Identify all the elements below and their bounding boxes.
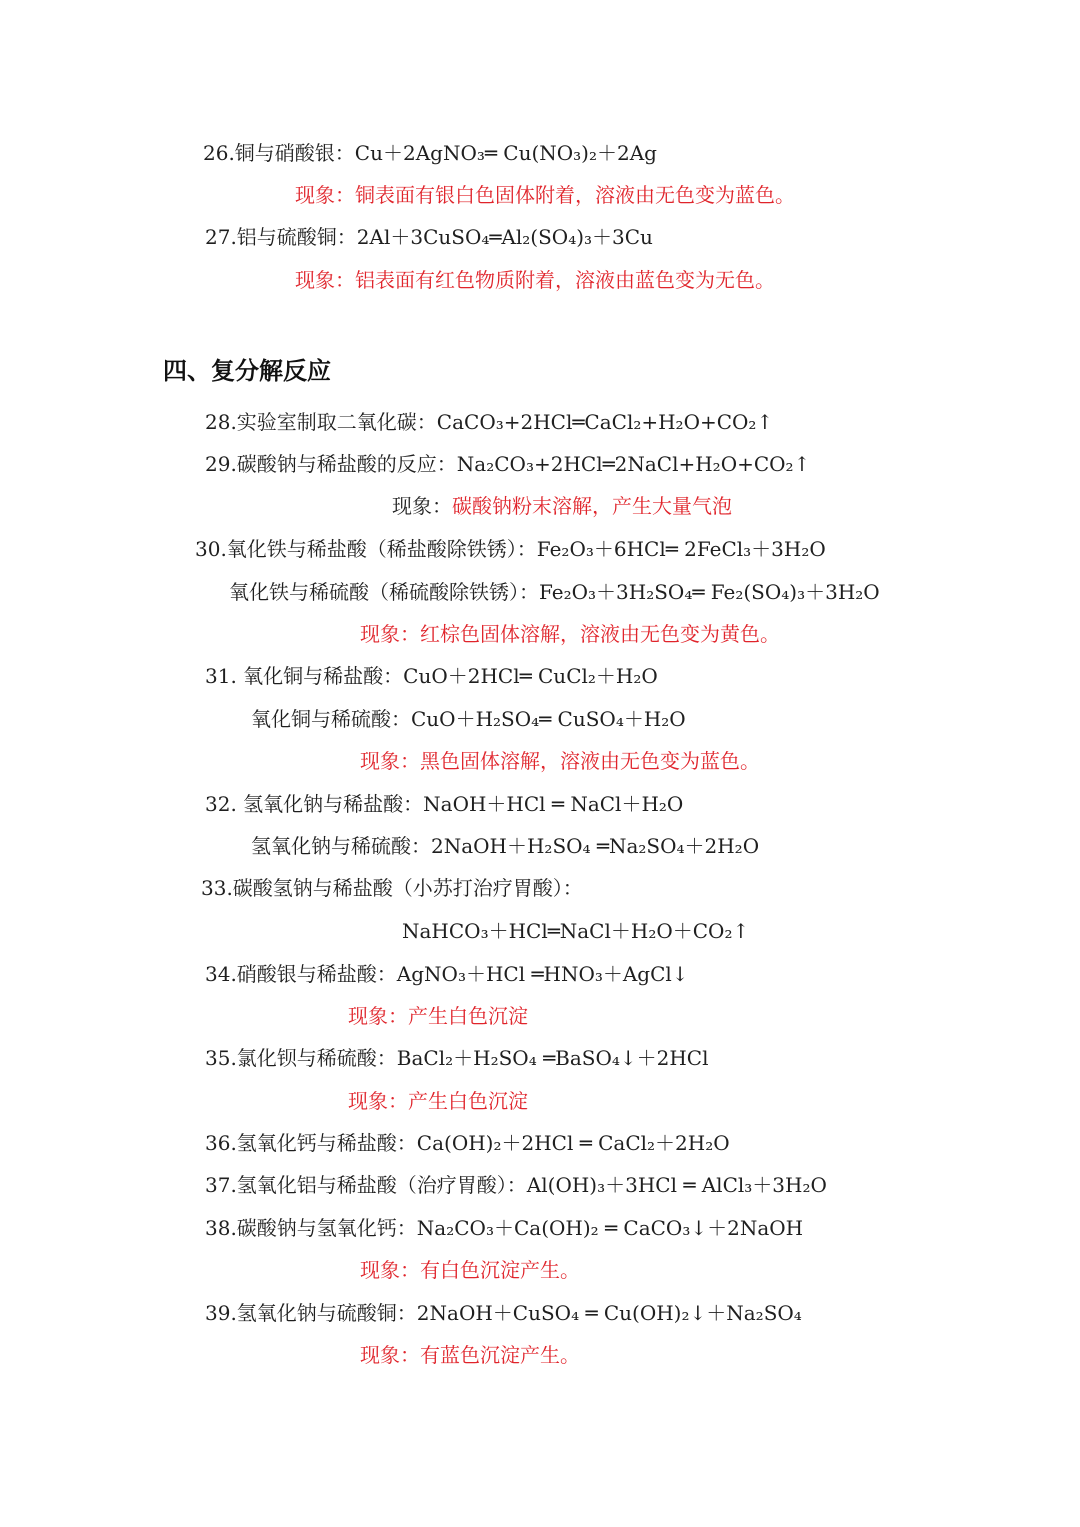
phenomenon-31: 现象：黑色固体溶解，溶液由无色变为蓝色。	[360, 749, 760, 773]
reaction-28: 28.实验室制取二氧化碳：CaCO₃+2HCl═CaCl₂+H₂O+CO₂↑	[205, 410, 774, 434]
phenomenon-27: 现象：铝表面有红色物质附着，溶液由蓝色变为无色。	[295, 268, 775, 292]
reaction-37: 37.氢氧化铝与稀盐酸（治疗胃酸）：Al(OH)₃＋3HCl ═ AlCl₃＋3H₂O	[205, 1173, 827, 1197]
reaction-31b: 氧化铜与稀硫酸：CuO＋H₂SO₄═ CuSO₄＋H₂O	[251, 707, 686, 731]
reaction-36: 36.氢氧化钙与稀盐酸：Ca(OH)₂＋2HCl ═ CaCl₂＋2H₂O	[205, 1131, 730, 1155]
reaction-33a: 33.碳酸氢钠与稀盐酸（小苏打治疗胃酸）：	[201, 876, 583, 900]
phenomenon-29	[392, 493, 732, 519]
reaction-29: 29.碳酸钠与稀盐酸的反应：Na₂CO₃+2HCl═2NaCl+H₂O+CO₂↑	[205, 452, 811, 476]
reaction-35: 35.氯化钡与稀硫酸：BaCl₂＋H₂SO₄ ═BaSO₄↓＋2HCl	[205, 1046, 709, 1070]
reaction-31a: 31. 氧化铜与稀盐酸：CuO＋2HCl═ CuCl₂＋H₂O	[205, 664, 658, 688]
phenomenon-30: 现象：红棕色固体溶解，溶液由无色变为黄色。	[360, 622, 780, 646]
reaction-26: 26.铜与硝酸银：Cu＋2AgNO₃═ Cu(NO₃)₂＋2Ag	[203, 141, 657, 165]
reaction-39: 39.氢氧化钠与硫酸铜：2NaOH＋CuSO₄ ═ Cu(OH)₂↓＋Na₂SO₄	[205, 1301, 802, 1325]
phenomenon-26: 现象：铜表面有银白色固体附着，溶液由无色变为蓝色。	[295, 183, 795, 207]
section-heading: 四、复分解反应	[163, 356, 331, 385]
phenomenon-label: 现象：	[392, 494, 452, 518]
phenomenon-38: 现象：有白色沉淀产生。	[360, 1258, 580, 1282]
phenomenon-34: 现象：产生白色沉淀	[348, 1004, 528, 1028]
reaction-32b: 氢氧化钠与稀硫酸：2NaOH＋H₂SO₄ ═Na₂SO₄＋2H₂O	[251, 834, 760, 858]
reaction-30b: 氧化铁与稀硫酸（稀硫酸除铁锈）：Fe₂O₃＋3H₂SO₄═ Fe₂(SO₄)₃＋3H₂O	[229, 580, 880, 604]
reaction-32a: 32. 氢氧化钠与稀盐酸：NaOH＋HCl ═ NaCl＋H₂O	[205, 792, 684, 816]
phenomenon-39: 现象：有蓝色沉淀产生。	[360, 1343, 580, 1367]
reaction-33b: NaHCO₃＋HCl═NaCl＋H₂O＋CO₂↑	[402, 919, 750, 943]
phenomenon-text: 碳酸钠粉末溶解，产生大量气泡	[452, 494, 732, 518]
reaction-38: 38.碳酸钠与氢氧化钙：Na₂CO₃＋Ca(OH)₂ ═ CaCO₃↓＋2NaOH	[205, 1216, 804, 1240]
reaction-34: 34.硝酸银与稀盐酸：AgNO₃＋HCl ═HNO₃＋AgCl↓	[205, 962, 689, 986]
reaction-30a: 30.氧化铁与稀盐酸（稀盐酸除铁锈）：Fe₂O₃＋6HCl═ 2FeCl₃＋3H₂O	[195, 537, 826, 561]
reaction-27: 27.铝与硫酸铜：2Al＋3CuSO₄═Al₂(SO₄)₃＋3Cu	[205, 225, 653, 249]
phenomenon-35: 现象：产生白色沉淀	[348, 1089, 528, 1113]
